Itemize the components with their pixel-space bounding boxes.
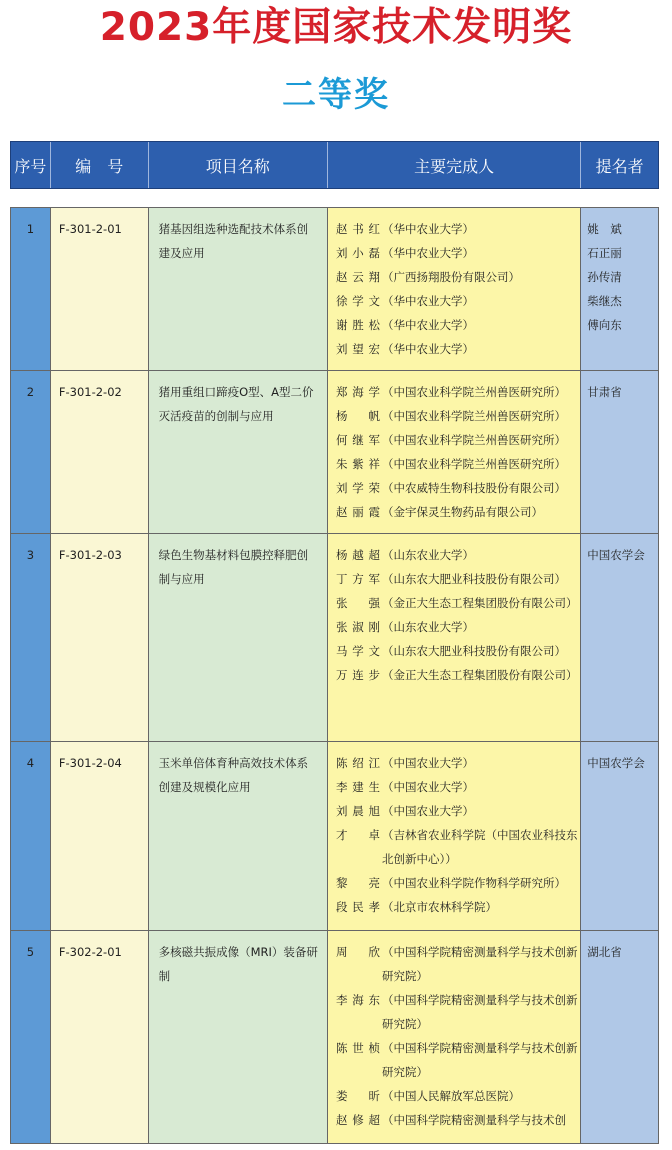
nominator-name: 甘肃省 — [587, 385, 622, 399]
row-people — [328, 371, 581, 533]
row-project-name: 猪用重组口蹄疫O型、A型二价灭活疫苗的创制与应用 — [149, 371, 328, 533]
row-project-name: 猪基因组选种选配技术体系创建及应用 — [149, 208, 328, 370]
row-code: F-301-2-02 — [51, 371, 149, 533]
person — [336, 823, 580, 871]
person — [336, 988, 580, 1036]
person-name: 郑海学 — [336, 385, 381, 399]
page-title: 2023年度国家技术发明奖 — [99, 5, 573, 50]
person — [336, 591, 580, 615]
row-people — [328, 208, 581, 370]
row-project-name: 绿色生物基材料包膜控释肥创制与应用 — [149, 534, 328, 741]
person-name: 万连步 — [336, 668, 381, 682]
person — [336, 751, 580, 775]
nominator-name: 中国农学会 — [587, 756, 645, 770]
person-org: （华中农业大学） — [382, 222, 475, 236]
person-org: （金正大生态工程集团股份有限公司） — [382, 668, 578, 682]
person-org: （中国科学院精密测量科学与技术创新研究院） — [382, 945, 578, 983]
person — [336, 1036, 580, 1084]
person-name: 娄 昕 — [336, 1089, 381, 1103]
person-name: 黎 亮 — [336, 876, 381, 890]
person-name: 赵修超 — [336, 1113, 381, 1127]
person — [336, 404, 580, 428]
header-code: 编 号 — [51, 142, 149, 188]
person-org: （华中农业大学） — [382, 246, 475, 260]
table-header — [10, 141, 659, 189]
person-org: （中国农业大学） — [382, 756, 475, 770]
row-people — [328, 534, 581, 741]
nominator-name: 姚 斌 — [587, 222, 622, 236]
award-table — [10, 207, 659, 1144]
person-name: 陈绍江 — [336, 756, 381, 770]
row-number: 4 — [11, 742, 51, 930]
person — [336, 1108, 580, 1132]
person-name: 刘小磊 — [336, 246, 381, 260]
person — [336, 337, 580, 361]
person-org: （中国科学院精密测量科学与技术创新研究院） — [382, 993, 578, 1031]
header-name: 项目名称 — [149, 142, 328, 188]
nominator-name: 石正丽 — [587, 246, 622, 260]
person-name: 赵书红 — [336, 222, 381, 236]
nominator-name: 中国农学会 — [587, 548, 645, 562]
person-org: （中国科学院精密测量科学与技术创新研究院） — [382, 1041, 578, 1079]
person-name: 何继军 — [336, 433, 381, 447]
table-row — [11, 742, 658, 931]
person-name: 杨越超 — [336, 548, 381, 562]
person-org: （吉林省农业科学院（中国农业科技东北创新中心）） — [382, 828, 578, 866]
header-nominator: 提名者 — [595, 156, 644, 176]
person-org: （华中农业大学） — [382, 342, 475, 356]
row-people — [328, 931, 581, 1143]
person-name: 刘学荣 — [336, 481, 381, 495]
row-number: 3 — [11, 534, 51, 741]
table-row — [11, 931, 658, 1143]
row-people — [328, 742, 581, 930]
person-name: 刘晨旭 — [336, 804, 381, 818]
row-code: F-302-2-01 — [51, 931, 149, 1143]
person-name: 李建生 — [336, 780, 381, 794]
person-org: （山东农业大学） — [382, 548, 475, 562]
person-name: 陈世桢 — [336, 1041, 381, 1055]
person-name: 赵丽霞 — [336, 505, 381, 519]
person-org: （山东农大肥业科技股份有限公司） — [382, 644, 567, 658]
person — [336, 289, 580, 313]
table-row — [11, 208, 658, 371]
header-no: 序号 — [11, 142, 51, 188]
person — [336, 615, 580, 639]
person — [336, 265, 580, 289]
nominator-name: 湖北省 — [587, 945, 622, 959]
person — [336, 799, 580, 823]
person-org: （金宇保灵生物药品有限公司） — [382, 505, 544, 519]
person — [336, 1084, 580, 1108]
row-number: 1 — [11, 208, 51, 370]
person-name: 马学文 — [336, 644, 381, 658]
person-org: （华中农业大学） — [382, 318, 475, 332]
row-project-name: 多核磁共振成像（MRI）装备研制 — [149, 931, 328, 1143]
person-org: （北京市农林科学院） — [382, 900, 498, 914]
person — [336, 543, 580, 567]
person-org: （广西扬翔股份有限公司） — [382, 270, 521, 284]
person-org: （山东农业大学） — [382, 620, 475, 634]
person — [336, 313, 580, 337]
row-project-name: 玉米单倍体育种高效技术体系创建及规模化应用 — [149, 742, 328, 930]
person-name: 刘望宏 — [336, 342, 381, 356]
person-name: 杨 帆 — [336, 409, 381, 423]
person-org: （中国农业科学院兰州兽医研究所） — [382, 433, 567, 447]
person-org: （山东农大肥业科技股份有限公司） — [382, 572, 567, 586]
person — [336, 500, 580, 524]
header-people: 主要完成人 — [328, 142, 581, 188]
person-org: （中国农业大学） — [382, 804, 475, 818]
person-name: 谢胜松 — [336, 318, 381, 332]
person-name: 张 强 — [336, 596, 381, 610]
row-code: F-301-2-04 — [51, 742, 149, 930]
person — [336, 380, 580, 404]
person-name: 才 卓 — [336, 828, 381, 842]
person-org: （中国农业科学院兰州兽医研究所） — [382, 457, 567, 471]
person — [336, 452, 580, 476]
person — [336, 895, 580, 919]
nominator-name: 傅向东 — [587, 318, 622, 332]
person-org: （中国农业科学院作物科学研究所） — [382, 876, 567, 890]
person — [336, 871, 580, 895]
person-name: 段民孝 — [336, 900, 381, 914]
person — [336, 663, 580, 687]
row-number: 5 — [11, 931, 51, 1143]
person-org: （中国农业科学院兰州兽医研究所） — [382, 409, 567, 423]
person — [336, 940, 580, 988]
person — [336, 476, 580, 500]
nominator-name: 孙传清 — [587, 270, 622, 284]
person-name: 李海东 — [336, 993, 381, 1007]
person — [336, 241, 580, 265]
row-nominator — [581, 931, 658, 1143]
page-subtitle: 二等奖 — [282, 75, 390, 115]
row-nominator — [581, 742, 658, 930]
row-code: F-301-2-03 — [51, 534, 149, 741]
row-code: F-301-2-01 — [51, 208, 149, 370]
person-name: 朱紫祥 — [336, 457, 381, 471]
person-org: （中国科学院精密测量科学与技术创 — [382, 1113, 567, 1127]
person-org: （中国农业大学） — [382, 780, 475, 794]
person-org: （中国人民解放军总医院） — [382, 1089, 521, 1103]
row-number: 2 — [11, 371, 51, 533]
person-name: 周 欣 — [336, 945, 381, 959]
person-name: 徐学文 — [336, 294, 381, 308]
person — [336, 217, 580, 241]
row-nominator — [581, 371, 658, 533]
row-nominator — [581, 534, 658, 741]
person-org: （中农威特生物科技股份有限公司） — [382, 481, 567, 495]
person — [336, 567, 580, 591]
person-org: （金正大生态工程集团股份有限公司） — [382, 596, 578, 610]
table-row — [11, 371, 658, 534]
person-org: （中国农业科学院兰州兽医研究所） — [382, 385, 567, 399]
person-name: 张淑刚 — [336, 620, 381, 634]
person — [336, 775, 580, 799]
person — [336, 639, 580, 663]
table-row — [11, 534, 658, 742]
person-name: 丁方军 — [336, 572, 381, 586]
row-nominator — [581, 208, 658, 370]
person-org: （华中农业大学） — [382, 294, 475, 308]
nominator-name: 柴继杰 — [587, 294, 622, 308]
person-name: 赵云翔 — [336, 270, 381, 284]
person — [336, 428, 580, 452]
